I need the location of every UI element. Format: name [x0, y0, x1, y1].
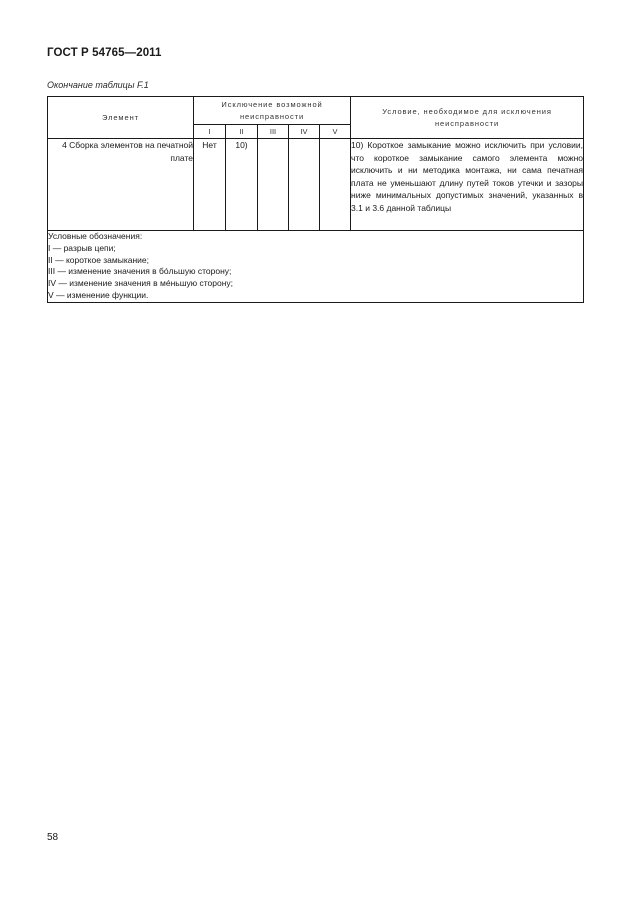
- header-fault-i: I: [194, 125, 226, 139]
- header-exclusion: Исключение возможной неисправности: [194, 97, 351, 125]
- table-caption: Окончание таблицы F.1: [47, 80, 149, 90]
- legend-item: IV — изменение значения в мéньшую сторону;: [48, 278, 234, 289]
- row-value-iii: [258, 139, 289, 231]
- fault-exclusion-table: [47, 96, 584, 303]
- legend-item: V — изменение функции.: [48, 289, 149, 300]
- legend-item: III — изменение значения в бóльшую сторону;: [48, 266, 232, 277]
- header-fault-iv: IV: [289, 125, 320, 139]
- row-element: 4 Сборка элементов на печатной плате: [48, 139, 194, 231]
- document-code: ГОСТ Р 54765—2011: [47, 47, 162, 59]
- header-fault-ii: II: [226, 125, 258, 139]
- header-element: Элемент: [48, 97, 194, 139]
- header-condition: Условие, необходимое для исключения неисправности: [351, 97, 584, 139]
- legend-title: Условные обозначения:: [48, 231, 143, 241]
- table-row: [48, 139, 584, 231]
- legend-item: II — короткое замыкание;: [48, 254, 150, 265]
- header-fault-v: V: [320, 125, 351, 139]
- header-fault-iii: III: [258, 125, 289, 139]
- row-value-v: [320, 139, 351, 231]
- page-number: 58: [47, 832, 59, 843]
- legend-item: I — разрыв цепи;: [48, 242, 116, 253]
- row-condition: 10) Короткое замыкание можно исключить при условии, что короткое замыкание самого элемента можно исключить и ни методика монтажа, ни сама печатная плата не уменьшают длину путей токов утечки и зазоры ниже минимальных допустимых значений, указанных в 3.1 и 3.6 данной таблицы: [351, 139, 584, 231]
- row-value-iv: [289, 139, 320, 231]
- row-value-ii: 10): [226, 139, 258, 231]
- legend: [48, 231, 584, 303]
- row-value-i: Нет: [194, 139, 226, 231]
